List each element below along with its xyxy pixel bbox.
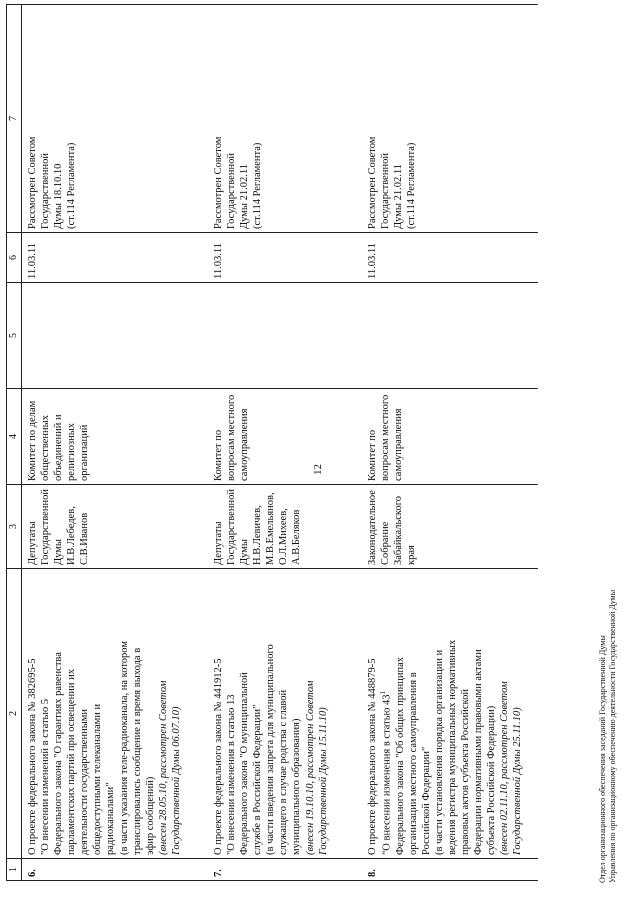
bill-title-line: "О внесении изменения в статью 13 (226, 694, 238, 855)
table-row (362, 5, 538, 881)
row-number-value: 7 . (213, 869, 224, 877)
bill-title-line: Федерального закона "О муниципальной (239, 672, 251, 855)
bill-title-line: "О внесении изменений в статью 5 (40, 698, 52, 855)
status-line: (ст.114 Регламента) (252, 142, 264, 229)
bill-title-line: правовых актов субъекта Российской (460, 689, 471, 855)
status-line: Думы 21.02.11 (393, 164, 405, 229)
bill-title-line: субъекта Российской Федерации) (486, 705, 498, 855)
status-cell (208, 5, 362, 233)
bill-title-line: транслировались сообщение и время выхода в (131, 647, 143, 855)
bill-title-line: О проекте федерального закона № 441912-5 (213, 658, 225, 855)
initiator-line: Думы (239, 539, 251, 565)
date-cell: 11.03.11 (362, 233, 538, 283)
initiator-line: С.В.Иванов (79, 512, 91, 565)
row-number (362, 859, 538, 881)
bill-title-line: Федерального закона "Об общих принципах (394, 656, 406, 855)
initiator-line: Забайкальского края (393, 495, 418, 565)
initiator-line: Думы (53, 539, 65, 565)
header-cell: 7 (7, 5, 22, 233)
committee-line: объединений и (53, 414, 65, 481)
footer (598, 590, 617, 883)
status-cell (22, 5, 209, 233)
bill-title-line: (в части установления порядка организации и (433, 649, 445, 855)
bill-title-cell (22, 569, 209, 859)
table-row (22, 5, 209, 881)
bills-table (6, 4, 538, 881)
header-cell: 6 (7, 233, 22, 283)
bill-note-line: Государственной Думы 15.11.10) (317, 707, 329, 855)
committee-line: самоуправления (393, 408, 405, 481)
committee-line: вопросам местного (226, 394, 238, 481)
initiator-line: Депутаты (27, 521, 39, 565)
row-number-value: 8 . (367, 869, 378, 877)
bill-title-line: (в части указания теле-радиоканала, на котором (118, 641, 130, 855)
header-cell: 4 (7, 389, 22, 485)
page-number: 12 (312, 464, 324, 475)
bill-note-line: (внесен 28.05.10, рассмотрен Советом (157, 680, 169, 855)
status-line: Рассмотрен Советом (27, 136, 39, 229)
status-line: Думы 18.10.10 (53, 163, 65, 229)
status-line: (ст.114 Регламента) (66, 142, 78, 229)
bill-title-line: О проекте федерального закона № 448879-5 (367, 658, 379, 855)
committee-line: Комитет по (367, 429, 379, 481)
bill-title-line: муниципального образования) (291, 718, 303, 855)
committee-line: организаций (79, 424, 91, 481)
row-number-value: 6 . (27, 869, 38, 877)
status-line: Рассмотрен Советом (213, 136, 225, 229)
initiator-line: А.В.Беляков (291, 509, 303, 565)
committee-line: религиозных (66, 422, 78, 481)
header-cell: 3 (7, 485, 22, 569)
bill-note-line: Государственной Думы 06.07.10) (170, 706, 182, 855)
initiator-line: Государственной (226, 489, 238, 565)
bill-title-line: парламентских партий при освещении их (66, 669, 78, 855)
header-cell: 2 (7, 569, 22, 859)
initiator-line: Н.В.Левичев, (252, 505, 264, 565)
committee-cell (208, 389, 362, 485)
header-cell: 5 (7, 283, 22, 389)
row-number (208, 859, 362, 881)
footer-line: Управления по организационному обеспечению деятельности Государственной Думы (607, 589, 617, 883)
bill-note-line: (внесен 19.10.10, рассмотрен Советом (304, 680, 316, 855)
initiator-line: Депутаты (213, 521, 225, 565)
superscript: 1 (379, 690, 388, 695)
bill-note-line: Государственной Думы 25.11.10) (512, 707, 524, 855)
initiator-line: Государственной (40, 489, 52, 565)
bill-title-line: О проекте федерального закона № 382695-5 (27, 658, 39, 855)
status-line: Рассмотрен Советом (367, 136, 379, 229)
committee-line: общественных (40, 415, 52, 481)
bill-title-line: Федерации нормативными правовыми актами (473, 649, 485, 855)
status-line: Государственной (40, 153, 52, 229)
initiator-line: Законодательное (367, 490, 379, 565)
empty-cell (208, 283, 362, 389)
initiator-cell (208, 485, 362, 569)
status-line: Думы 21.02.11 (239, 164, 251, 229)
bill-title-line: Российской Федерации" (420, 746, 432, 855)
initiator-line: Собрание (380, 521, 392, 565)
committee-line: вопросам местного (380, 394, 392, 481)
bill-title-line: служащего в случае родства с главой (278, 689, 290, 855)
bill-title-cell (208, 569, 362, 859)
committee-line: Комитет по (213, 429, 225, 481)
bill-note-line: (внесен 02.11.10, рассмотрен Советом (499, 681, 511, 855)
bill-title-line: ведения регистра муниципальных нормативных (446, 639, 458, 855)
committee-line: Комитет по делам (27, 400, 39, 481)
header-cell: 1 (7, 859, 22, 881)
initiator-line: М.В.Емельянов, (265, 492, 277, 565)
committee-cell (362, 389, 538, 485)
initiator-line: О.Л.Михеев, (278, 508, 290, 565)
bill-title-cell (362, 569, 538, 859)
bill-title-line: эфир сообщений) (144, 776, 156, 855)
bill-title-line: Федерального закона "О гарантиях равенства (53, 652, 65, 855)
bill-title-line: деятельности государственными (79, 708, 91, 855)
initiator-line: И.В.Лебедев, (66, 506, 78, 565)
status-line: Государственной (380, 153, 392, 229)
bill-title-line: организации местного самоуправления в (407, 672, 419, 855)
bill-title-line: службе в Российской Федерации" (252, 704, 264, 855)
committee-cell (22, 389, 209, 485)
footer-line: Отдел организационного обеспечения заседаний Государственной Думы (598, 635, 607, 883)
bill-title-line: радиоканалами" (105, 782, 117, 855)
committee-line: самоуправления (239, 408, 251, 481)
initiator-cell (362, 485, 538, 569)
empty-cell (22, 283, 209, 389)
status-line: Государственной (226, 153, 238, 229)
bill-title-line: "О внесении изменения в статью 43 (381, 694, 393, 855)
status-cell (362, 5, 538, 233)
date-cell: 11.03.11 (22, 233, 209, 283)
bill-title-line: общедоступными телеканалами и (92, 703, 104, 855)
initiator-cell (22, 485, 209, 569)
bill-title-line: (в части введения запрета для муниципального (265, 644, 277, 855)
date-cell: 11.03.11 (208, 233, 362, 283)
table-row (208, 5, 362, 881)
row-number (22, 859, 209, 881)
status-line: (ст.114 Регламента) (406, 142, 418, 229)
empty-cell (362, 283, 538, 389)
header-row (7, 5, 22, 881)
bill-title-line-with-superscript (379, 572, 394, 855)
